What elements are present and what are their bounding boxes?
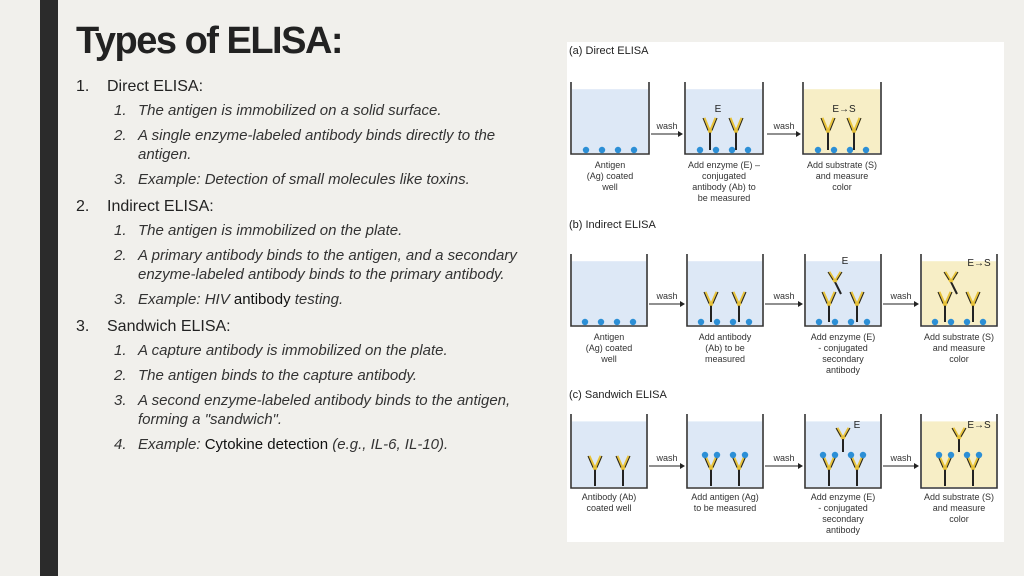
item-text: A single enzyme-labeled antibody binds directly to the antigen. — [138, 127, 496, 163]
substrate-label: E→S — [832, 104, 856, 115]
wash-label: wash — [773, 453, 795, 463]
step-caption: secondary — [822, 354, 864, 364]
antigen-dot — [714, 319, 720, 325]
indirect-well-4-fill — [922, 261, 996, 325]
wash-label: wash — [773, 121, 795, 131]
item-number: 3. — [114, 392, 127, 409]
panel-title-direct: (a) Direct ELISA — [569, 45, 649, 57]
antigen-dot — [831, 147, 837, 153]
enzyme-label: E — [841, 256, 849, 267]
indirect-well-3-fill — [806, 261, 880, 325]
wash-label: wash — [773, 291, 795, 301]
list-item — [114, 341, 526, 360]
step-caption: - conjugated — [818, 503, 868, 513]
antigen-dot — [615, 147, 621, 153]
item-text: The antigen is immobilized on a solid surface. — [138, 102, 442, 119]
item-text: testing. — [290, 291, 344, 308]
item-text: Example: Detection of small molecules like toxins. — [138, 171, 470, 188]
wash-arrow-head — [914, 463, 919, 469]
antigen-dot — [713, 147, 719, 153]
item-text: A second enzyme-labeled antibody binds to the antigen, forming a "sandwich". — [138, 392, 511, 428]
section-heading — [76, 76, 526, 97]
item-number: 1. — [114, 342, 127, 359]
antigen-dot — [598, 319, 604, 325]
item-number: 1. — [114, 102, 127, 119]
enzyme-label: E — [714, 104, 722, 115]
section-heading — [76, 316, 526, 337]
list-item — [114, 126, 526, 164]
antigen-dot — [730, 452, 736, 458]
wash-label: wash — [890, 453, 912, 463]
item-number: 2. — [114, 247, 127, 264]
section-sandwich-elisa — [76, 316, 526, 454]
antigen-dot — [630, 319, 636, 325]
highlighted-term: Cytokine detection — [204, 436, 329, 453]
item-text: A capture antibody is immobilized on the plate. — [138, 342, 448, 359]
step-caption: and measure — [932, 503, 986, 513]
indirect-well-2-fill — [688, 261, 762, 325]
item-text: Example: HIV — [138, 291, 234, 308]
antigen-dot — [730, 319, 736, 325]
step-caption: coated well — [586, 503, 632, 513]
antigen-dot — [729, 147, 735, 153]
bullet-content — [76, 76, 526, 461]
step-caption: and measure — [932, 343, 986, 353]
step-caption: antibody — [825, 365, 861, 375]
section-number: 1. — [76, 78, 90, 95]
antigen-dot — [702, 452, 708, 458]
list-item — [114, 221, 526, 240]
antigen-dot — [948, 452, 954, 458]
step-caption: conjugated — [701, 171, 747, 181]
step-caption: Add enzyme (E) – — [687, 160, 761, 170]
wash-label: wash — [656, 121, 678, 131]
step-caption: Add antigen (Ag) — [691, 492, 759, 502]
elisa-diagram — [567, 42, 1004, 542]
step-caption: well — [602, 182, 618, 192]
section-number: 3. — [76, 318, 90, 335]
antigen-dot — [599, 147, 605, 153]
antigen-dot — [745, 147, 751, 153]
item-number: 3. — [114, 291, 127, 308]
antigen-dot — [583, 147, 589, 153]
step-caption: (Ab) to be — [705, 343, 745, 353]
list-item — [114, 246, 526, 284]
step-caption: to be measured — [693, 503, 757, 513]
step-caption: (Ag) coated — [586, 171, 634, 181]
list-item — [114, 366, 526, 385]
item-number: 4. — [114, 436, 127, 453]
step-caption: antibody (Ab) to — [692, 182, 756, 192]
antigen-dot — [848, 319, 854, 325]
section-number: 2. — [76, 198, 90, 215]
sandwich-well-2-fill — [688, 421, 762, 487]
antigen-dot — [614, 319, 620, 325]
step-caption: Add substrate (S) — [923, 332, 995, 342]
step-caption: Add enzyme (E) — [810, 332, 876, 342]
substrate-label: E→S — [967, 420, 991, 431]
antigen-dot — [948, 319, 954, 325]
section-direct-elisa — [76, 76, 526, 189]
step-caption: Add antibody — [698, 332, 752, 342]
indirect-well-1-fill — [572, 261, 646, 325]
antigen-dot — [980, 319, 986, 325]
wash-label: wash — [890, 291, 912, 301]
antigen-dot — [631, 147, 637, 153]
left-accent-bar — [40, 0, 58, 576]
list-item — [114, 435, 526, 454]
item-number: 2. — [114, 367, 127, 384]
direct-well-1-fill — [572, 89, 648, 153]
item-number: 2. — [114, 127, 127, 144]
step-caption: Add enzyme (E) — [810, 492, 876, 502]
step-caption: Add substrate (S) — [806, 160, 878, 170]
antigen-dot — [848, 452, 854, 458]
section-indirect-elisa — [76, 196, 526, 309]
item-number: 1. — [114, 222, 127, 239]
item-number: 3. — [114, 171, 127, 188]
sandwich-well-1-fill — [572, 421, 646, 487]
substrate-label: E→S — [967, 258, 991, 269]
step-caption: color — [949, 514, 969, 524]
antigen-dot — [936, 452, 942, 458]
step-caption: secondary — [822, 514, 864, 524]
antigen-dot — [932, 319, 938, 325]
antigen-dot — [816, 319, 822, 325]
antigen-dot — [832, 319, 838, 325]
item-text: The antigen is immobilized on the plate. — [138, 222, 403, 239]
direct-well-2-fill — [686, 89, 762, 153]
step-caption: color — [832, 182, 852, 192]
wash-arrow-head — [680, 463, 685, 469]
panel-title-sandwich: (c) Sandwich ELISA — [569, 389, 667, 401]
antigen-dot — [697, 147, 703, 153]
section-heading — [76, 196, 526, 217]
list-item — [114, 170, 526, 189]
sub-list — [114, 101, 526, 189]
enzyme-label: E — [853, 420, 861, 431]
step-caption: Antibody (Ab) — [581, 492, 637, 502]
sandwich-well-3-fill — [806, 421, 880, 487]
wash-arrow-head — [798, 463, 803, 469]
wash-arrow-head — [914, 301, 919, 307]
wash-label: wash — [656, 453, 678, 463]
antigen-dot — [746, 319, 752, 325]
panel-title-indirect: (b) Indirect ELISA — [569, 219, 656, 231]
item-text: Example: — [138, 436, 205, 453]
wash-arrow-head — [798, 301, 803, 307]
item-text: A primary antibody binds to the antigen, and a secondary enzyme-labeled antibody binds to the primary antibody. — [138, 247, 517, 283]
step-caption: Add substrate (S) — [923, 492, 995, 502]
antigen-dot — [582, 319, 588, 325]
step-caption: - conjugated — [818, 343, 868, 353]
antigen-dot — [742, 452, 748, 458]
wash-arrow-head — [680, 301, 685, 307]
step-caption: color — [949, 354, 969, 364]
wash-arrow-head — [796, 131, 801, 137]
wash-arrow-head — [678, 131, 683, 137]
step-caption: (Ag) coated — [585, 343, 633, 353]
step-caption: Antigen — [593, 332, 625, 342]
page-title: Types of ELISA: — [76, 20, 343, 62]
step-caption: Antigen — [594, 160, 626, 170]
antigen-dot — [815, 147, 821, 153]
step-caption: be measured — [697, 193, 751, 203]
section-title: Sandwich ELISA: — [107, 318, 231, 335]
step-caption: well — [601, 354, 617, 364]
step-caption: measured — [704, 354, 746, 364]
antigen-dot — [847, 147, 853, 153]
step-caption: and measure — [815, 171, 869, 181]
sub-list — [114, 221, 526, 309]
list-item — [114, 290, 526, 309]
antigen-dot — [964, 319, 970, 325]
sandwich-well-4-fill — [922, 421, 996, 487]
antigen-dot — [964, 452, 970, 458]
item-text: The antigen binds to the capture antibody. — [138, 367, 418, 384]
wash-label: wash — [656, 291, 678, 301]
highlighted-term: antibody — [233, 291, 291, 308]
antigen-dot — [863, 147, 869, 153]
list-item — [114, 391, 526, 429]
antigen-dot — [820, 452, 826, 458]
direct-well-3-fill — [804, 89, 880, 153]
antigen-dot — [832, 452, 838, 458]
step-caption: antibody — [825, 525, 861, 535]
antigen-dot — [860, 452, 866, 458]
antigen-dot — [864, 319, 870, 325]
list-item — [114, 101, 526, 120]
elisa-diagram-svg — [567, 42, 1004, 542]
item-text: (e.g., IL-6, IL-10). — [328, 436, 449, 453]
section-title: Direct ELISA: — [107, 78, 204, 95]
antigen-dot — [698, 319, 704, 325]
sub-list — [114, 341, 526, 454]
antigen-dot — [976, 452, 982, 458]
antigen-dot — [714, 452, 720, 458]
section-title: Indirect ELISA: — [107, 198, 214, 215]
